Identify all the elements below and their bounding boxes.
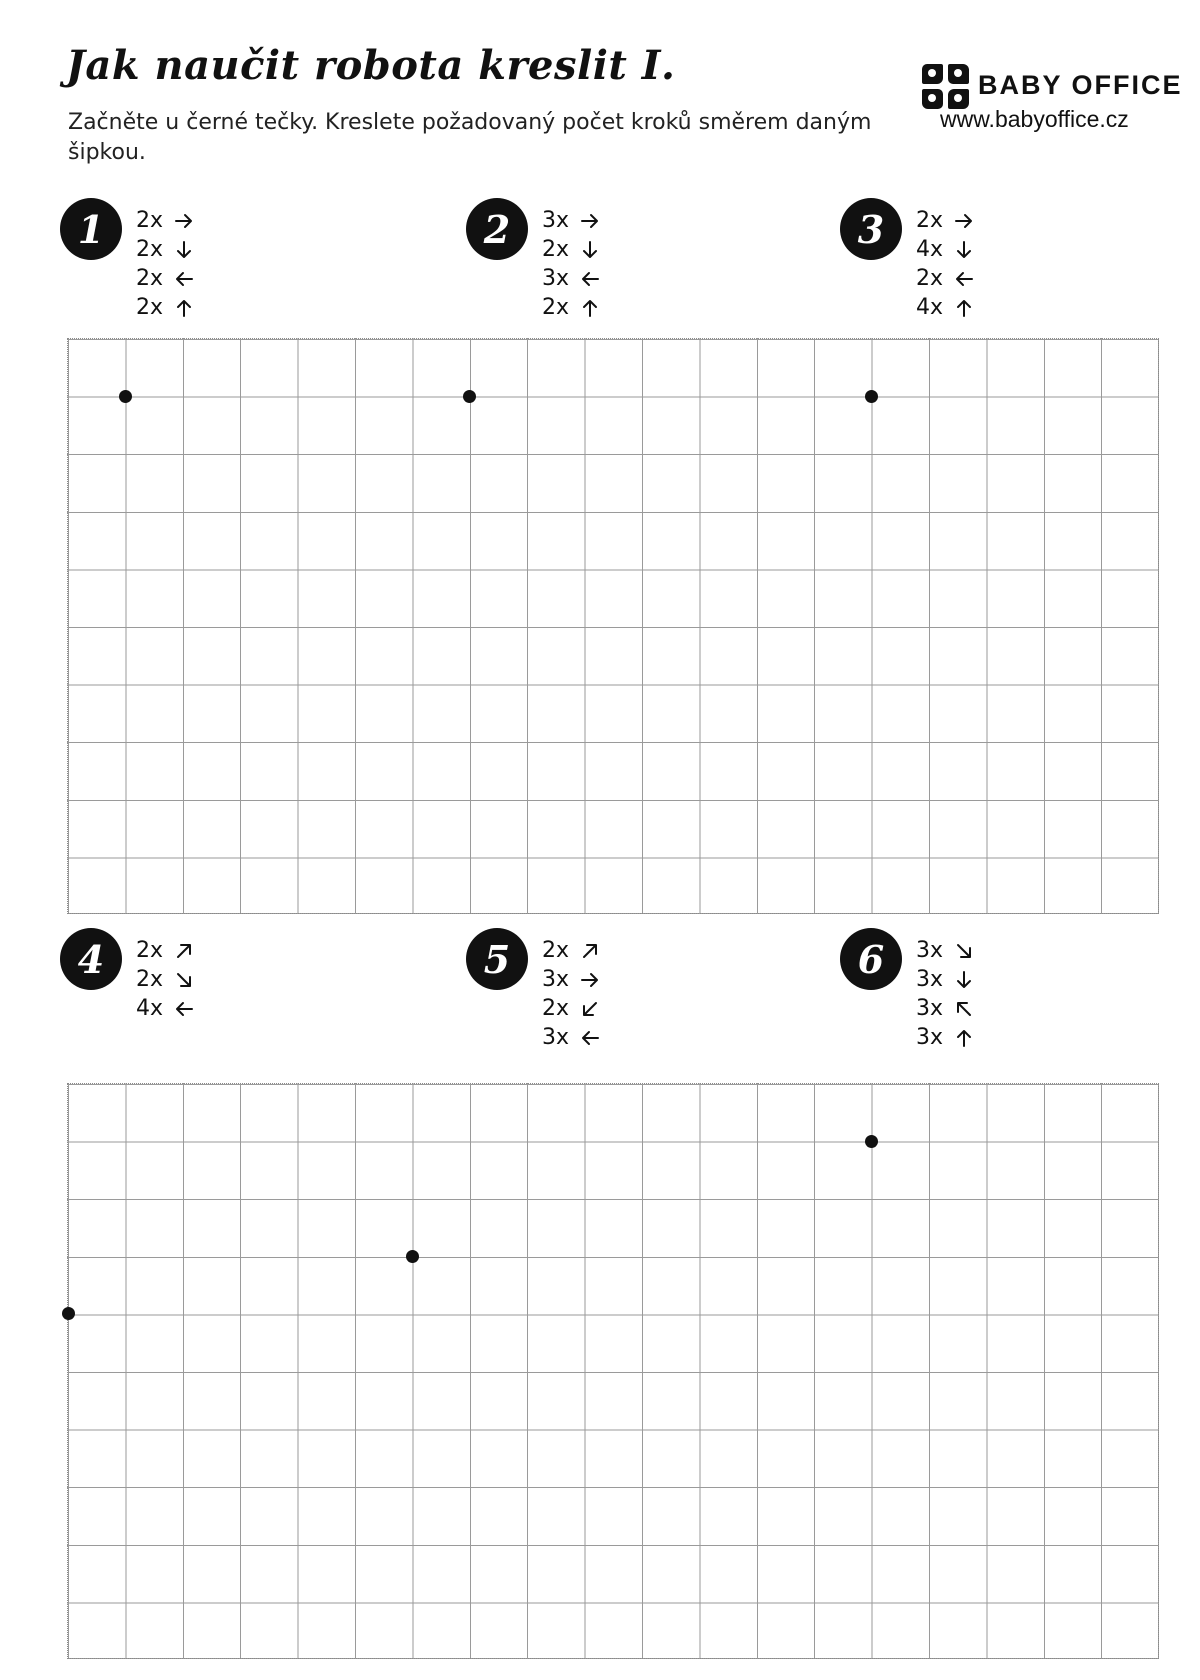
step-instruction: [916, 936, 976, 965]
arrow-down-right-icon: [952, 939, 976, 963]
arrow-up-left-icon: [952, 997, 976, 1021]
arrow-down-right-icon: [172, 968, 196, 992]
arrow-up-right-icon: [578, 939, 602, 963]
page-title: Jak naučit robota kreslit I.: [66, 42, 676, 89]
step-count: 2x: [136, 266, 164, 291]
step-instruction: [542, 264, 602, 293]
task-steps: [136, 936, 196, 1023]
step-count: 3x: [916, 967, 944, 992]
task-number-badge: 3: [840, 198, 902, 260]
step-instruction: [916, 994, 976, 1023]
arrow-left-icon: [172, 267, 196, 291]
start-dot: [406, 1250, 419, 1263]
arrow-up-icon: [578, 296, 602, 320]
step-instruction: [542, 936, 602, 965]
task-steps: [542, 206, 602, 322]
arrow-up-right-icon: [172, 939, 196, 963]
task-number-badge: 4: [60, 928, 122, 990]
step-count: 2x: [542, 938, 570, 963]
step-instruction: [916, 965, 976, 994]
step-count: 2x: [542, 295, 570, 320]
step-instruction: [542, 965, 602, 994]
step-count: 2x: [542, 237, 570, 262]
task-steps: [916, 206, 976, 322]
step-count: 4x: [136, 996, 164, 1021]
step-count: 2x: [916, 266, 944, 291]
arrow-right-icon: [578, 968, 602, 992]
drawing-grid-bottom[interactable]: [67, 1083, 1159, 1659]
arrow-left-icon: [578, 1026, 602, 1050]
arrow-up-icon: [952, 296, 976, 320]
arrow-left-icon: [172, 997, 196, 1021]
task-number-badge: 1: [60, 198, 122, 260]
step-count: 3x: [542, 1025, 570, 1050]
step-count: 2x: [542, 996, 570, 1021]
step-count: 2x: [136, 295, 164, 320]
step-count: 2x: [136, 208, 164, 233]
step-instruction: [136, 264, 196, 293]
step-count: 2x: [136, 938, 164, 963]
arrow-down-icon: [578, 238, 602, 262]
step-instruction: [542, 235, 602, 264]
arrow-down-icon: [172, 238, 196, 262]
step-instruction: [916, 293, 976, 322]
step-instruction: [136, 994, 196, 1023]
task-steps: [136, 206, 196, 322]
task-number-badge: 2: [466, 198, 528, 260]
arrow-right-icon: [952, 209, 976, 233]
instructions-text: Začněte u černé tečky. Kreslete požadovaný počet kroků směrem daným šipkou.: [68, 110, 872, 165]
task-number-badge: 5: [466, 928, 528, 990]
start-dot: [865, 1135, 878, 1148]
arrow-left-icon: [952, 267, 976, 291]
arrow-left-icon: [578, 267, 602, 291]
step-instruction: [136, 936, 196, 965]
step-instruction: [916, 206, 976, 235]
step-count: 4x: [916, 237, 944, 262]
arrow-up-icon: [952, 1026, 976, 1050]
step-count: 3x: [916, 938, 944, 963]
task-number-badge: 6: [840, 928, 902, 990]
start-dot: [865, 390, 878, 403]
step-instruction: [542, 1023, 602, 1052]
arrow-down-left-icon: [578, 997, 602, 1021]
start-dot: [463, 390, 476, 403]
arrow-down-icon: [952, 238, 976, 262]
step-instruction: [916, 264, 976, 293]
arrow-right-icon: [172, 209, 196, 233]
step-instruction: [136, 206, 196, 235]
arrow-right-icon: [578, 209, 602, 233]
step-instruction: [542, 293, 602, 322]
step-instruction: [916, 235, 976, 264]
start-dot: [62, 1307, 75, 1320]
step-instruction: [542, 206, 602, 235]
step-count: 3x: [542, 967, 570, 992]
step-instruction: [136, 293, 196, 322]
step-instruction: [136, 235, 196, 264]
step-count: 2x: [136, 967, 164, 992]
drawing-grid-top[interactable]: [67, 338, 1159, 914]
step-instruction: [916, 1023, 976, 1052]
step-count: 2x: [136, 237, 164, 262]
brand-url: www.babyoffice.cz: [940, 106, 1129, 132]
step-count: 4x: [916, 295, 944, 320]
step-count: 3x: [542, 208, 570, 233]
brand-name: BABY OFFICE: [978, 70, 1183, 100]
start-dot: [119, 390, 132, 403]
step-count: 3x: [916, 1025, 944, 1050]
step-count: 3x: [916, 996, 944, 1021]
step-instruction: [136, 965, 196, 994]
step-count: 3x: [542, 266, 570, 291]
task-steps: [916, 936, 976, 1052]
baby-office-logo-icon: [922, 64, 970, 110]
step-count: 2x: [916, 208, 944, 233]
arrow-up-icon: [172, 296, 196, 320]
arrow-down-icon: [952, 968, 976, 992]
task-steps: [542, 936, 602, 1052]
step-instruction: [542, 994, 602, 1023]
